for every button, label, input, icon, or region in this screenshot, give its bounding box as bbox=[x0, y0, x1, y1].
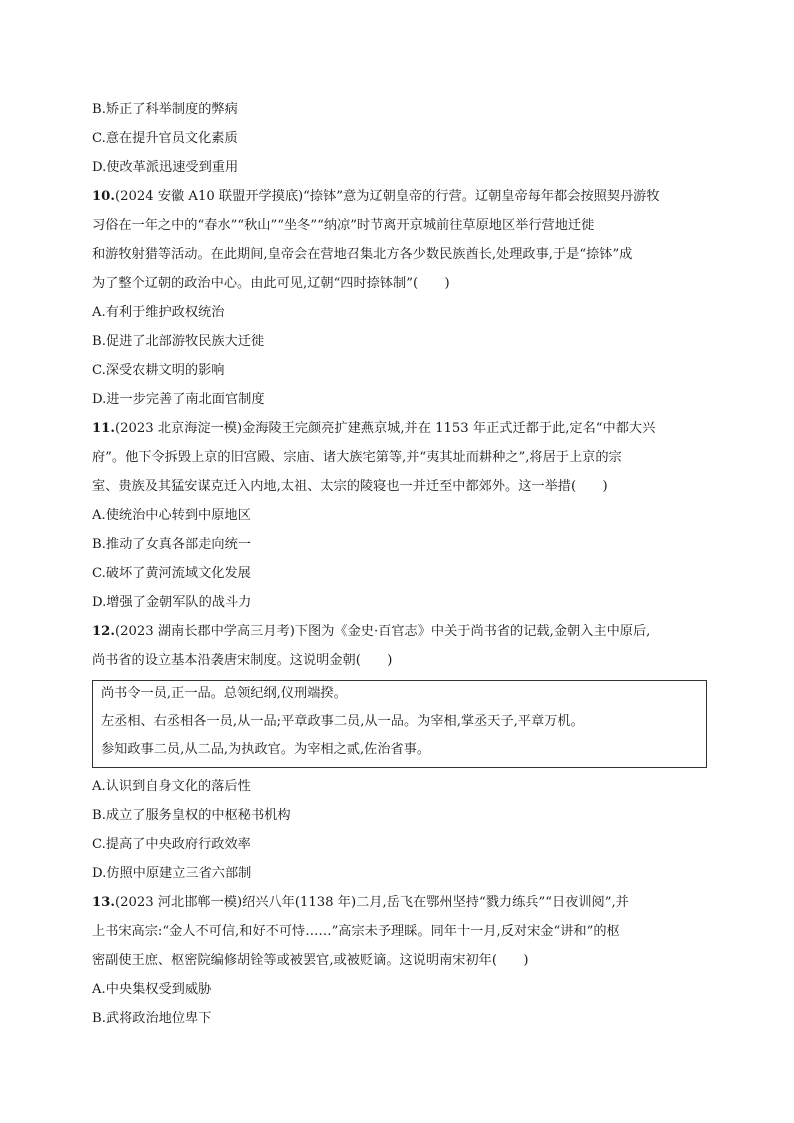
question-stem-line: 尚书省的设立基本沿袭唐宋制度。这说明金朝( ) bbox=[92, 653, 393, 668]
question-stem-line: 11.(2023 北京海淀一模)金海陵王完颜亮扩建燕京城,并在 1153 年正式迁都于此,定名“中都大兴 bbox=[92, 421, 656, 436]
option-a: A.使统治中心转到中原地区 bbox=[92, 508, 251, 523]
option-d: D.仿照中原建立三省六部制 bbox=[92, 866, 252, 881]
option-b: B.矫正了科举制度的弊病 bbox=[92, 102, 238, 117]
quote-line: 左丞相、右丞相各一员,从一品;平章政事二员,从一品。为宰相,掌丞天子,平章万机。 bbox=[101, 714, 584, 729]
question-10 bbox=[92, 187, 707, 410]
option-b: B.武将政治地位卑下 bbox=[92, 1011, 212, 1026]
question-number: 12. bbox=[92, 624, 115, 639]
question-13 bbox=[92, 893, 707, 1029]
question-content bbox=[92, 100, 707, 1038]
q9-options bbox=[92, 100, 707, 178]
question-12 bbox=[92, 622, 707, 884]
option-a: A.中央集权受到威胁 bbox=[92, 982, 212, 997]
question-number: 13. bbox=[92, 895, 115, 910]
question-stem-line: 10.(2024 安徽 A10 联盟开学摸底)“捺钵”意为辽朝皇帝的行营。辽朝皇帝每年都会按照契丹游牧 bbox=[92, 189, 660, 204]
option-a: A.认识到自身文化的落后性 bbox=[92, 779, 251, 794]
option-c: C.提高了中央政府行政效率 bbox=[92, 837, 251, 852]
question-stem-line: 上书宋高宗:“金人不可信,和好不可恃……”高宗未予理睬。同年十一月,反对宋金“讲和”的枢 bbox=[92, 924, 620, 939]
question-stem-line: 府”。他下令拆毁上京的旧宫殿、宗庙、诸大族宅第等,并“夷其址而耕种之”,将居于上京的宗 bbox=[92, 450, 622, 465]
option-b: B.成立了服务皇权的中枢秘书机构 bbox=[92, 808, 291, 823]
question-number: 11. bbox=[92, 421, 115, 436]
option-d: D.增强了金朝军队的战斗力 bbox=[92, 595, 252, 610]
question-stem-line: 习俗在一年之中的“春水”“秋山”“坐冬”“纳凉”时节离开京城前往草原地区举行营地迁徙 bbox=[92, 218, 595, 233]
question-stem-line: 室、贵族及其猛安谋克迁入内地,太祖、太宗的陵寝也一并迁至中都郊外。这一举措( ) bbox=[92, 479, 608, 494]
quote-line: 参知政事二员,从二品,为执政官。为宰相之贰,佐治省事。 bbox=[101, 742, 431, 757]
option-b: B.促进了北部游牧民族大迁徙 bbox=[92, 334, 265, 349]
question-11 bbox=[92, 419, 707, 613]
question-stem-line: 为了整个辽朝的政治中心。由此可见,辽朝“四时捺钵制”( ) bbox=[92, 276, 450, 291]
question-number: 10. bbox=[92, 189, 115, 204]
option-d: D.进一步完善了南北面官制度 bbox=[92, 392, 265, 407]
option-c: C.意在提升官员文化素质 bbox=[92, 131, 238, 146]
question-stem-line: 13.(2023 河北邯郸一模)绍兴八年(1138 年)二月,岳飞在鄂州坚持“戮力练兵”“日夜训阅”,并 bbox=[92, 895, 629, 910]
option-c: C.破坏了黄河流域文化发展 bbox=[92, 566, 251, 581]
option-c: C.深受农耕文明的影响 bbox=[92, 363, 225, 378]
quote-line: 尚书令一员,正一品。总领纪纲,仪刑端揆。 bbox=[101, 686, 347, 701]
option-b: B.推动了女真各部走向统一 bbox=[92, 537, 251, 552]
question-stem-line: 密副使王庶、枢密院编修胡铨等或被罢官,或被贬谪。这说明南宋初年( ) bbox=[92, 953, 529, 968]
source-quote-box bbox=[92, 680, 707, 768]
question-stem-line: 和游牧射猎等活动。在此期间,皇帝会在营地召集北方各少数民族酋长,处理政事,于是“捺钵”成 bbox=[92, 247, 633, 262]
question-stem-line: 12.(2023 湖南长郡中学高三月考)下图为《金史·百官志》中关于尚书省的记载,金朝入主中原后, bbox=[92, 624, 651, 639]
option-a: A.有利于维护政权统治 bbox=[92, 305, 225, 320]
option-d: D.使改革派迅速受到重用 bbox=[92, 160, 239, 175]
